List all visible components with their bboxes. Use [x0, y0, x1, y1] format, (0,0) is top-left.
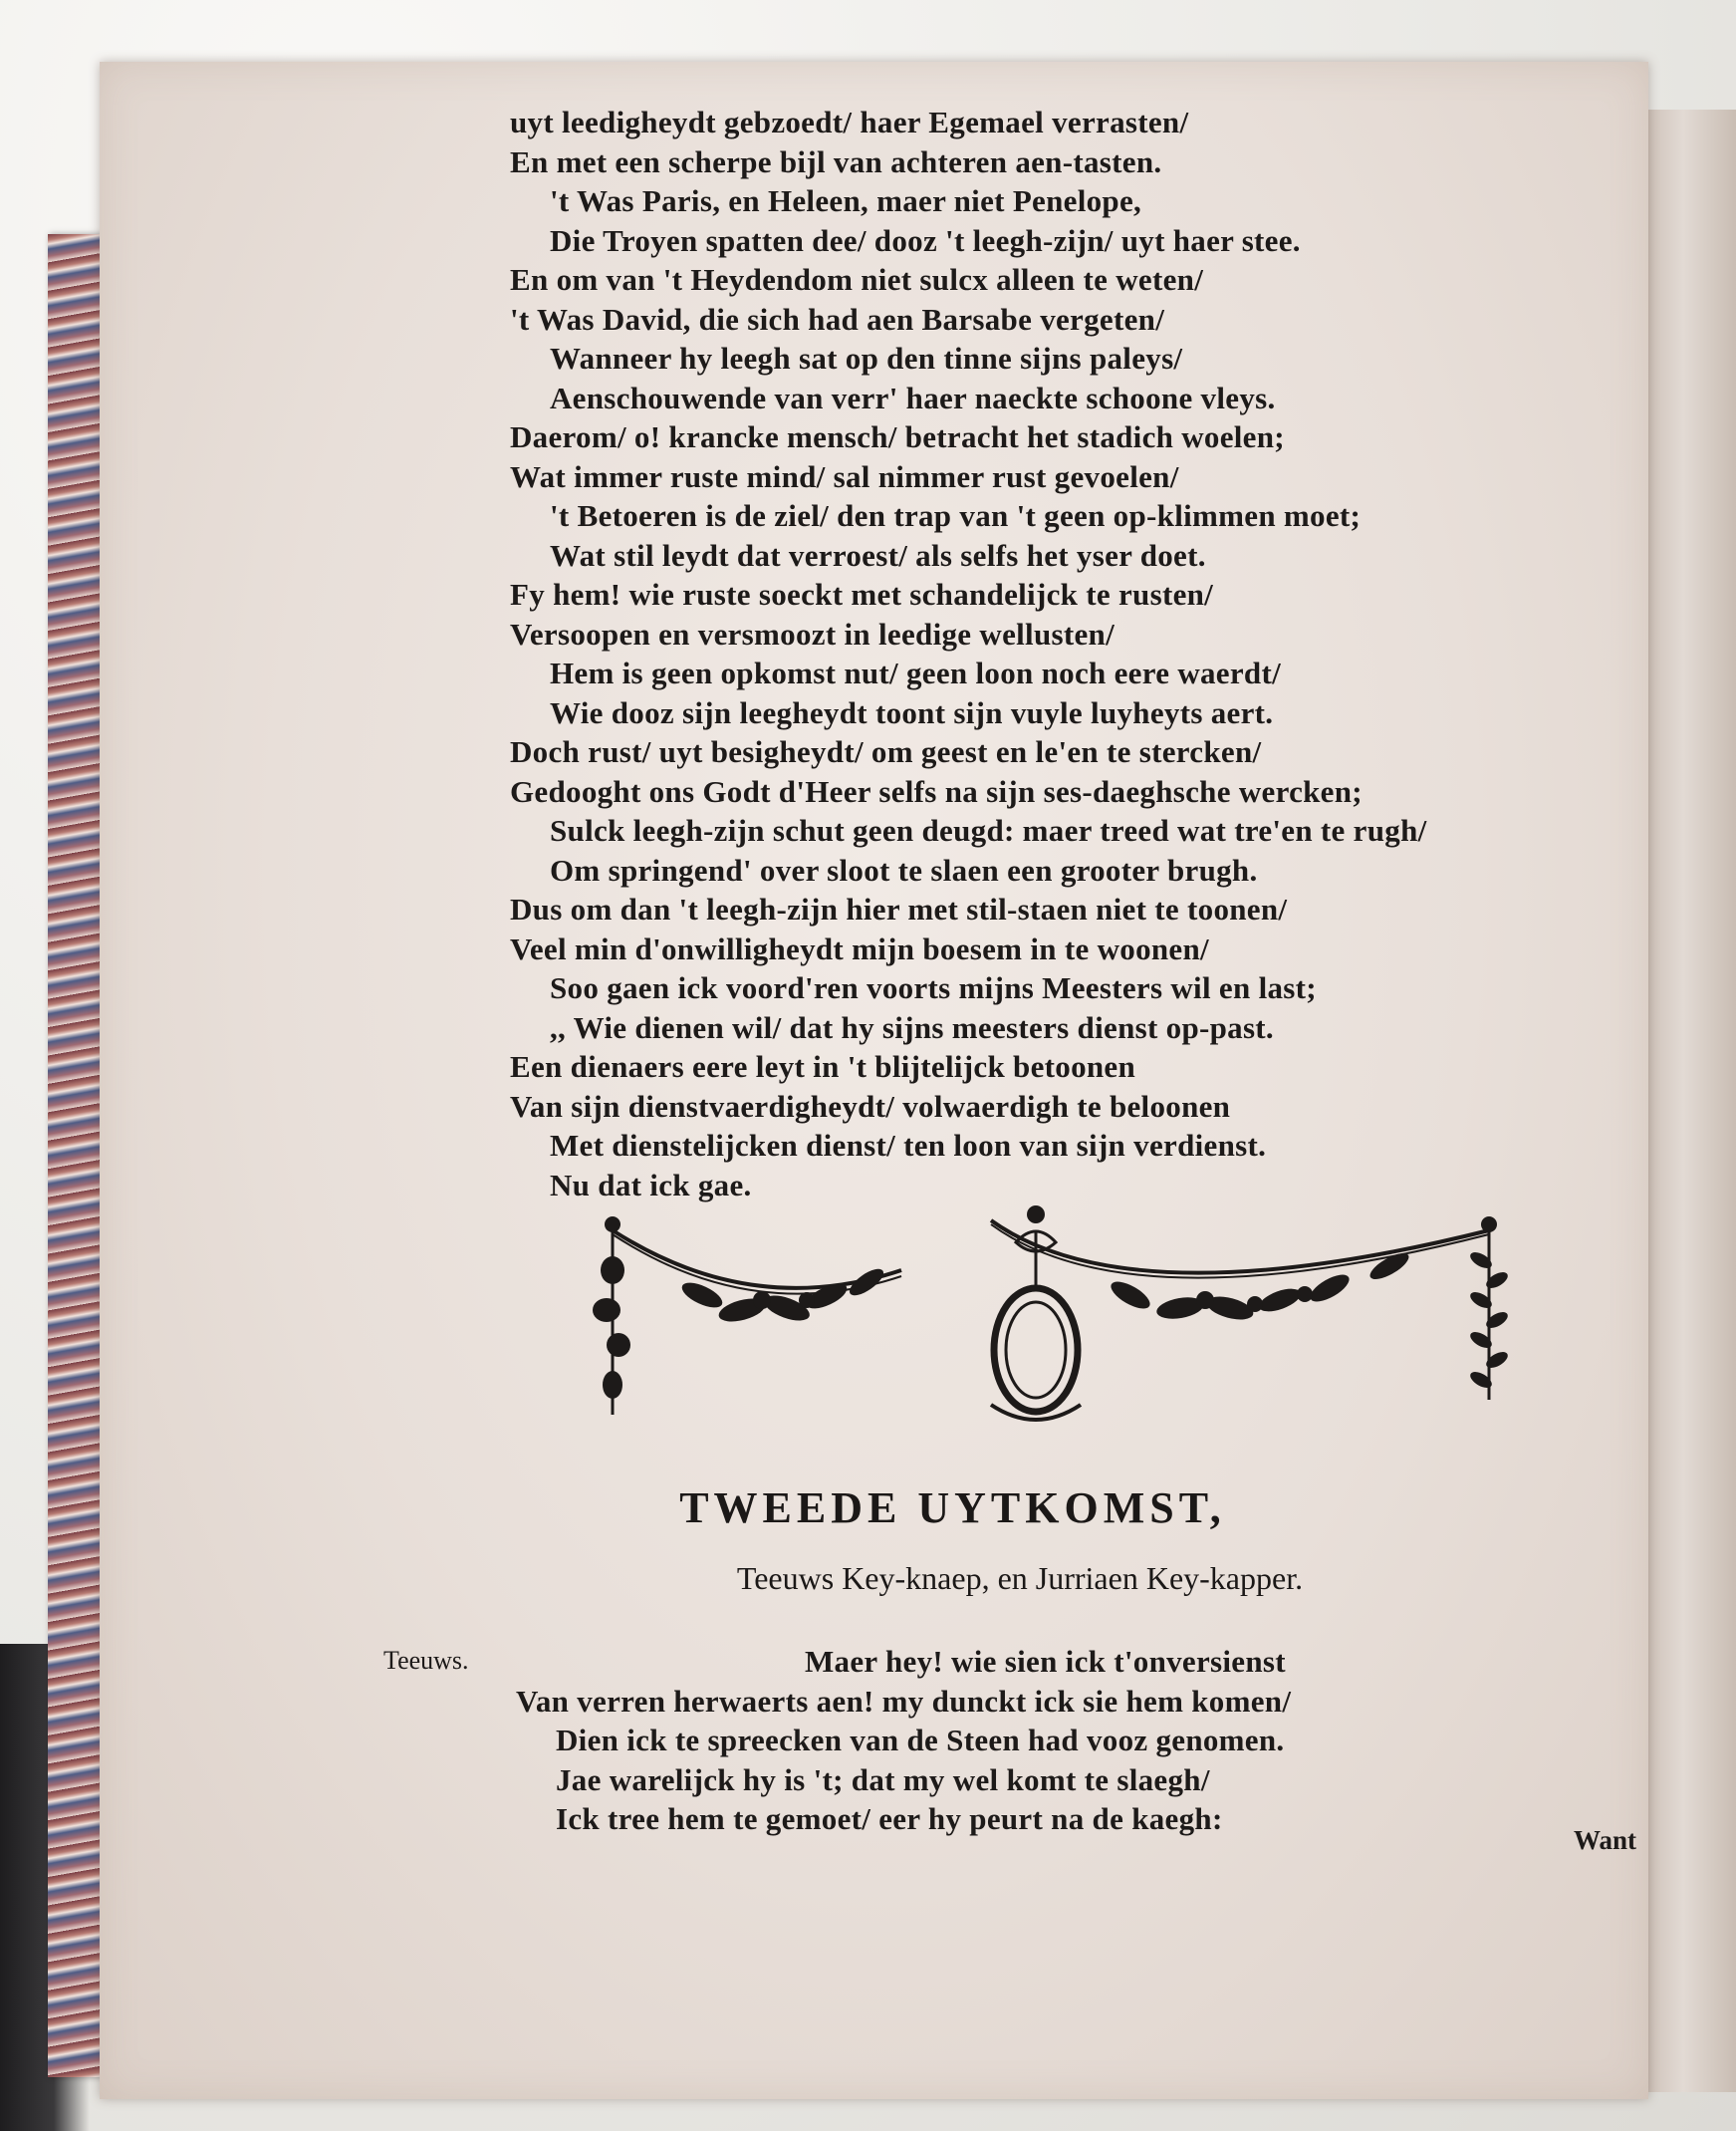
- verse-line: 't Was Paris, en Heleen, maer niet Penelope,: [550, 183, 1142, 218]
- verse-line: En om van 't Heydendom niet sulcx alleen te weten/: [510, 262, 1204, 297]
- marbled-spine: [48, 234, 103, 2077]
- verse-line: Ick tree hem te gemoet/ eer hy peurt na de kaegh:: [556, 1801, 1223, 1836]
- speaker-name: Teeuws.: [383, 1646, 469, 1675]
- scene-heading: TWEEDE UYTKOMST,: [679, 1483, 1226, 1532]
- verse-line: En met een scherpe bijl van achteren aen-tasten.: [510, 143, 1162, 179]
- verse-line: Hem is geen opkomst nut/ geen loon noch eere waerdt/: [550, 656, 1282, 690]
- verse-line: uyt leedigheydt gebzoedt/ haer Egemael verrasten/: [510, 105, 1189, 139]
- verse-line: 't Betoeren is de ziel/ den trap van 't geen op-klimmen moet;: [550, 498, 1362, 533]
- scene-characters: Teeuws Key-knaep, en Jurriaen Key-kapper.: [736, 1560, 1304, 1596]
- verse-line: Wat immer ruste mind/ sal nimmer rust gevoelen/: [510, 458, 1179, 494]
- verse-line: Wanneer hy leegh sat op den tinne sijns paleys/: [550, 341, 1183, 376]
- verse-line: Van sijn dienstvaerdigheydt/ volwaerdigh te beloonen: [510, 1088, 1231, 1124]
- verse-line: ,, Wie dienen wil/ dat hy sijns meesters dienst op-past.: [550, 1009, 1274, 1045]
- verse-line: Gedooght ons Godt d'Heer selfs na sijn ses-daeghsche wercken;: [510, 773, 1363, 809]
- verse-line: Daerom/ o! krancke mensch/ betracht het stadich woelen;: [510, 419, 1285, 454]
- verse-line: Om springend' over sloot te slaen een grooter brugh.: [550, 852, 1258, 888]
- verse-line: Fy hem! wie ruste soeckt met schandelijck te rusten/: [510, 577, 1214, 612]
- verse-line: Doch rust/ uyt besigheydt/ om geest en le'en te stercken/: [510, 734, 1262, 769]
- verse-line: Jae warelijck hy is 't; dat my wel komt te slaegh/: [556, 1761, 1210, 1797]
- verse-line: Die Troyen spatten dee/ dooz 't leegh-zijn/ uyt haer stee.: [550, 222, 1301, 258]
- verse-line: Met dienstelijcken dienst/ ten loon van sijn verdienst.: [550, 1128, 1267, 1163]
- floral-garland-ornament-icon: [573, 1200, 1544, 1440]
- verse-block-1: [510, 103, 1427, 1204]
- verse-line: Sulck leegh-zijn schut geen deugd: maer treed wat tre'en te rugh/: [550, 813, 1427, 848]
- verse-line: Versoopen en versmoozt in leedige wellusten/: [510, 616, 1116, 652]
- verse-line: Aenschouwende van verr' haer naeckte schoone vleys.: [550, 380, 1276, 415]
- verse-line: 't Was David, die sich had aen Barsabe vergeten/: [510, 301, 1165, 337]
- facing-page-edge: [1648, 110, 1736, 2092]
- catchword: Want: [1574, 1825, 1637, 1855]
- verse-line: Veel min d'onwilligheydt mijn boesem in te woonen/: [510, 931, 1209, 966]
- verse-line: Van verren herwaerts aen! my dunckt ick sie hem komen/: [516, 1683, 1292, 1719]
- verse-line: Dien ick te spreecken van de Steen had vooz genomen.: [556, 1723, 1285, 1757]
- verse-line: Dus om dan 't leegh-zijn hier met stil-staen niet te toonen/: [510, 892, 1288, 927]
- verse-block-2: [516, 1642, 1291, 1839]
- verse-line: Een dienaers eere leyt in 't blijtelijck betoonen: [510, 1049, 1136, 1084]
- verse-line: Wie dooz sijn leegheydt toont sijn vuyle luyheyts aert.: [550, 694, 1274, 730]
- verse-line: Soo gaen ick voord'ren voorts mijns Meesters wil en last;: [550, 970, 1317, 1005]
- verse-line: Maer hey! wie sien ick t'onversienst: [805, 1644, 1286, 1679]
- verse-line: Nu dat ick gae.: [550, 1167, 752, 1202]
- verse-line: Wat stil leydt dat verroest/ als selfs het yser doet.: [550, 537, 1206, 573]
